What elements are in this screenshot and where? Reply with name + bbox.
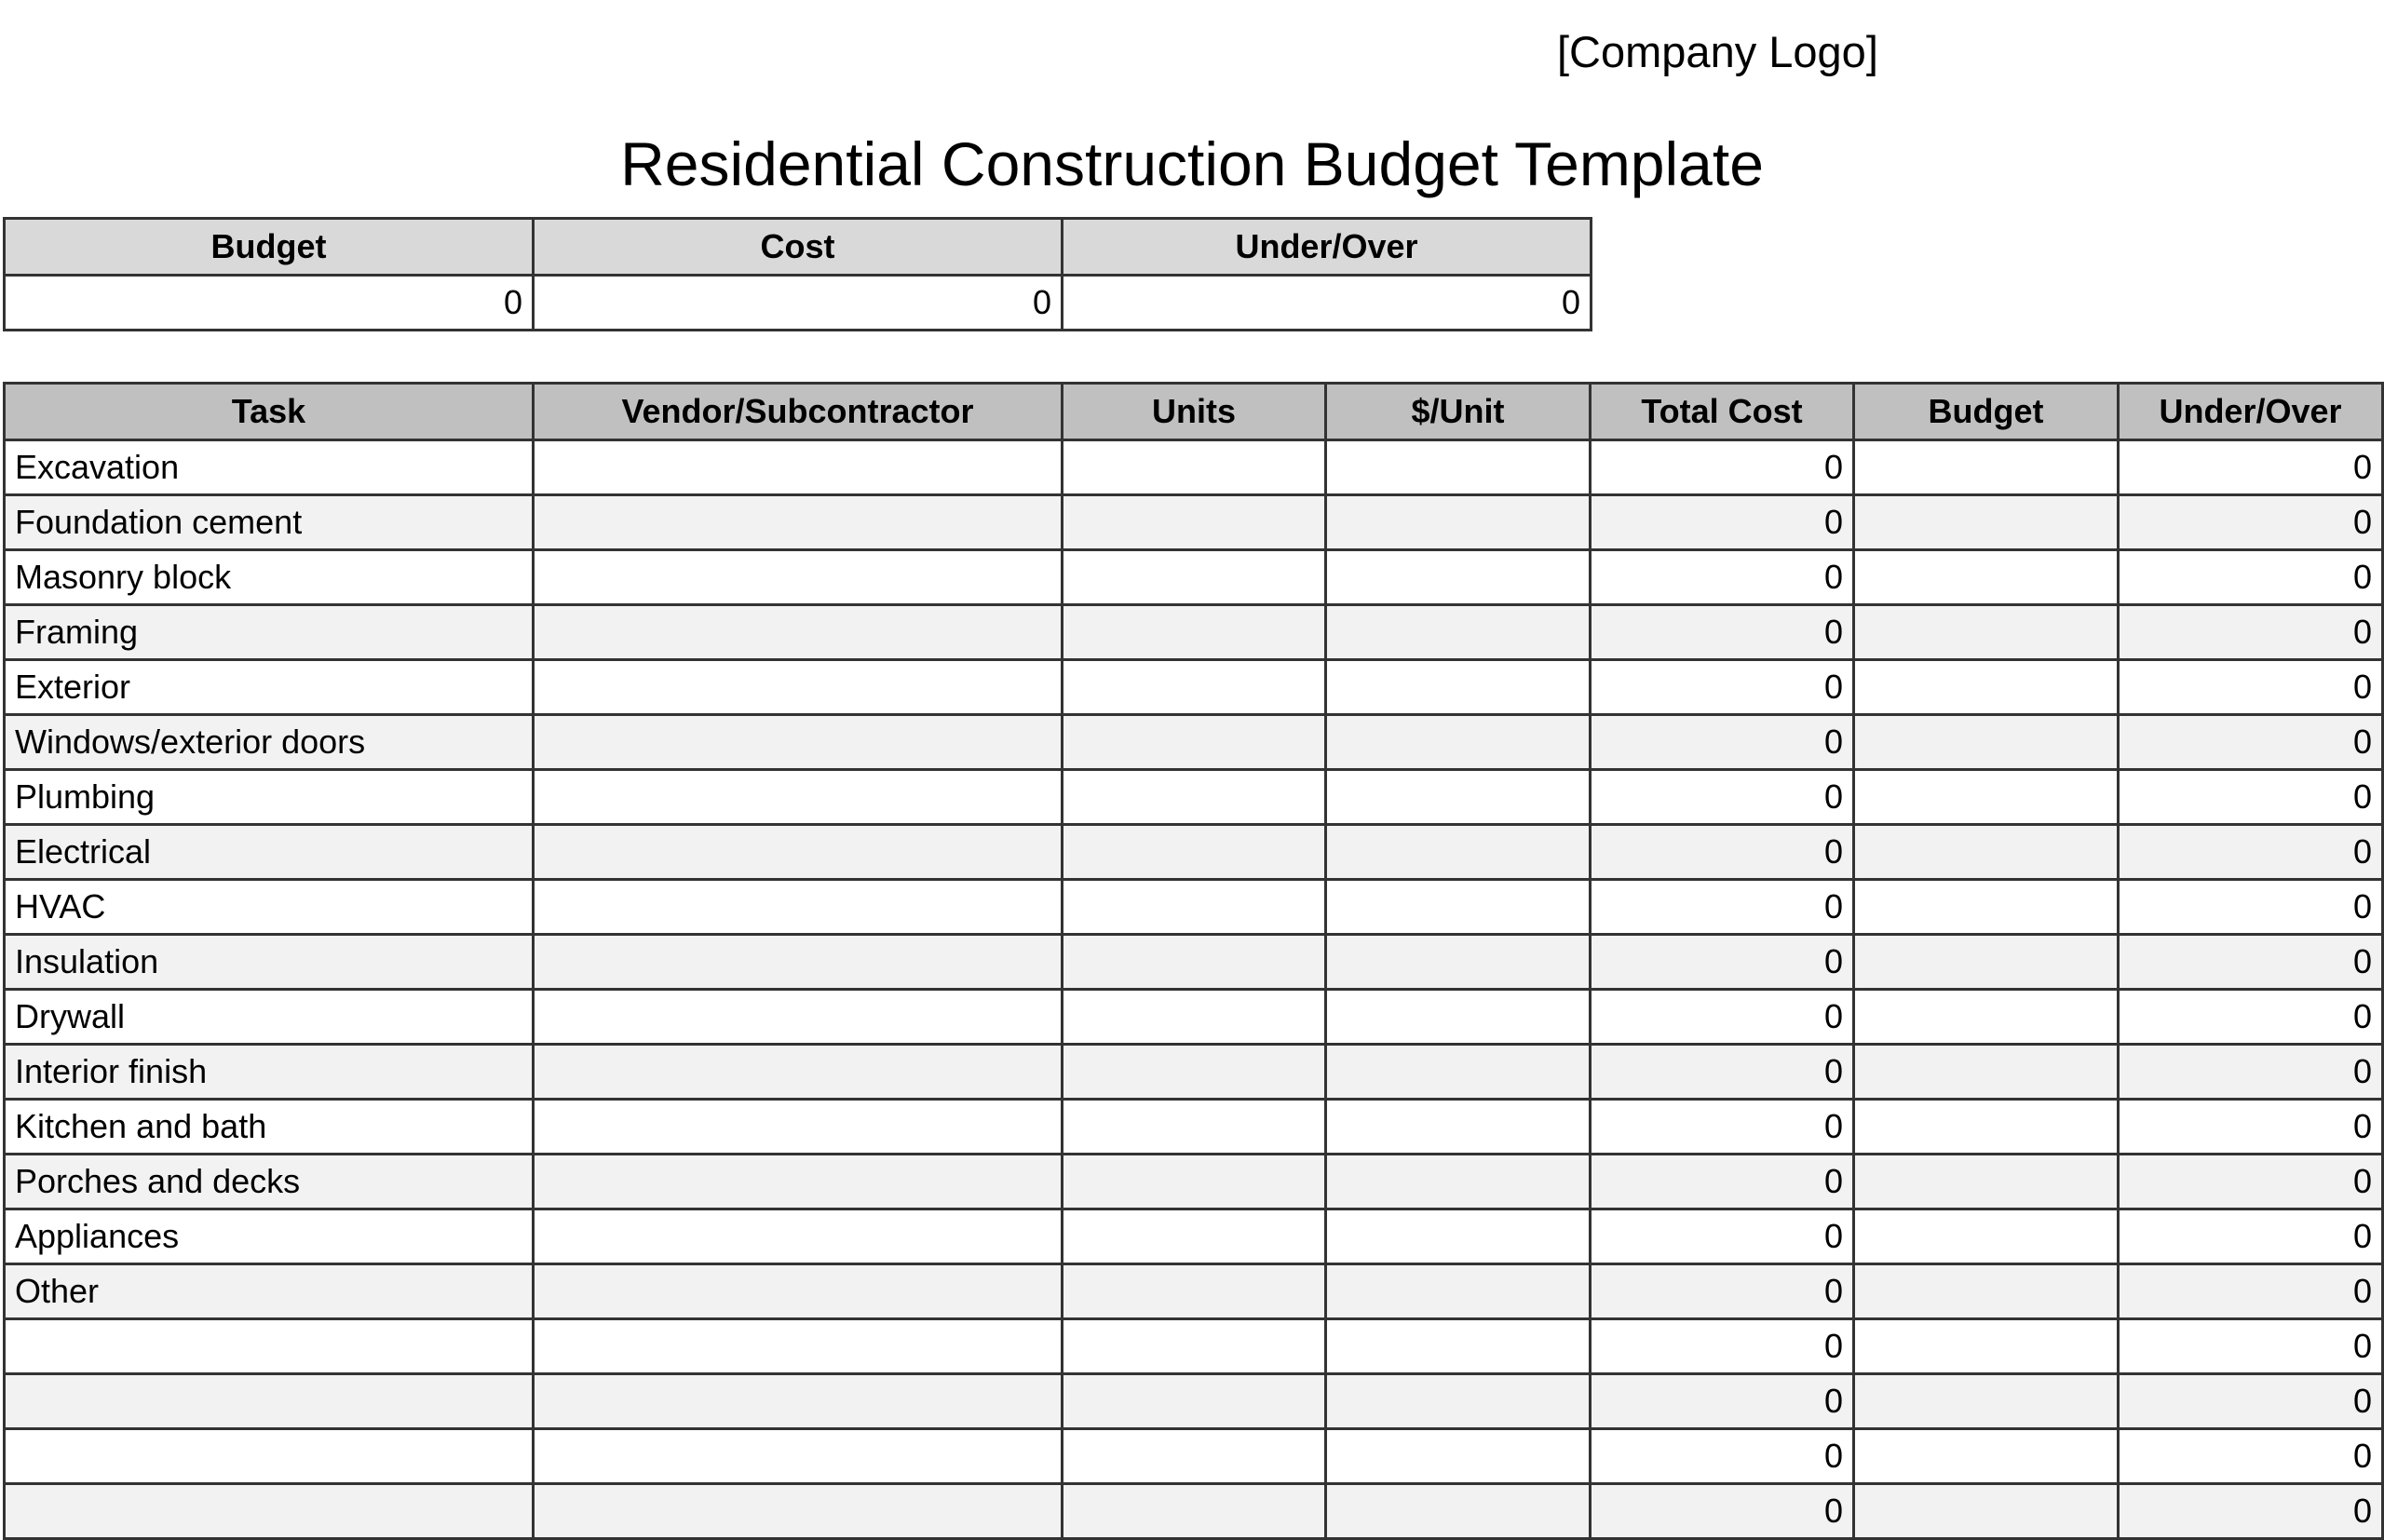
table-row: [5, 660, 2383, 715]
task-cell[interactable]: Appliances: [5, 1209, 534, 1264]
units-cell[interactable]: [1063, 1319, 1326, 1374]
budget-table-body: [5, 440, 2383, 1539]
task-cell[interactable]: Excavation: [5, 440, 534, 495]
summary-budget-value[interactable]: 0: [5, 276, 534, 331]
per-unit-cell[interactable]: [1326, 1209, 1591, 1264]
units-cell[interactable]: [1063, 880, 1326, 935]
under-over-cell[interactable]: 0: [2119, 1100, 2383, 1155]
vendor-cell[interactable]: [534, 605, 1063, 660]
task-cell[interactable]: Windows/exterior doors: [5, 715, 534, 770]
per-unit-cell[interactable]: [1326, 990, 1591, 1045]
budget-table: [3, 382, 2384, 1540]
total-cost-cell[interactable]: 0: [1591, 1374, 1854, 1429]
budget-cell[interactable]: [1854, 440, 2119, 495]
task-cell[interactable]: Other: [5, 1264, 534, 1319]
units-cell[interactable]: [1063, 990, 1326, 1045]
vendor-cell[interactable]: [534, 1100, 1063, 1155]
budget-cell[interactable]: [1854, 1155, 2119, 1209]
task-cell[interactable]: Electrical: [5, 825, 534, 880]
per-unit-cell[interactable]: [1326, 1319, 1591, 1374]
under-over-cell[interactable]: 0: [2119, 1155, 2383, 1209]
under-over-cell[interactable]: 0: [2119, 770, 2383, 825]
total-cost-cell[interactable]: 0: [1591, 440, 1854, 495]
under-over-cell[interactable]: 0: [2119, 935, 2383, 990]
budget-cell[interactable]: [1854, 550, 2119, 605]
budget-cell[interactable]: [1854, 715, 2119, 770]
total-cost-cell[interactable]: 0: [1591, 660, 1854, 715]
table-row: [5, 1045, 2383, 1100]
under-over-cell[interactable]: 0: [2119, 990, 2383, 1045]
budget-cell[interactable]: [1854, 1429, 2119, 1484]
units-cell[interactable]: [1063, 770, 1326, 825]
units-cell[interactable]: [1063, 660, 1326, 715]
budget-cell[interactable]: [1854, 1209, 2119, 1264]
under-over-cell[interactable]: 0: [2119, 715, 2383, 770]
summary-value-row: [5, 276, 1592, 331]
task-cell[interactable]: Foundation cement: [5, 495, 534, 550]
task-cell[interactable]: [5, 1374, 534, 1429]
total-cost-cell[interactable]: 0: [1591, 1045, 1854, 1100]
budget-cell[interactable]: [1854, 1374, 2119, 1429]
table-row: [5, 1100, 2383, 1155]
column-header-task: Task: [5, 384, 534, 440]
task-cell[interactable]: HVAC: [5, 880, 534, 935]
vendor-cell[interactable]: [534, 935, 1063, 990]
summary-table: [3, 217, 1592, 331]
total-cost-cell[interactable]: 0: [1591, 880, 1854, 935]
total-cost-cell[interactable]: 0: [1591, 1155, 1854, 1209]
summary-header-row: [5, 219, 1592, 276]
budget-cell[interactable]: [1854, 990, 2119, 1045]
vendor-cell[interactable]: [534, 660, 1063, 715]
per-unit-cell[interactable]: [1326, 1264, 1591, 1319]
units-cell[interactable]: [1063, 825, 1326, 880]
total-cost-cell[interactable]: 0: [1591, 1319, 1854, 1374]
table-row: [5, 880, 2383, 935]
total-cost-cell[interactable]: 0: [1591, 825, 1854, 880]
budget-cell[interactable]: [1854, 1264, 2119, 1319]
table-row: [5, 1319, 2383, 1374]
budget-cell[interactable]: [1854, 770, 2119, 825]
per-unit-cell[interactable]: [1326, 770, 1591, 825]
table-row: [5, 715, 2383, 770]
total-cost-cell[interactable]: 0: [1591, 495, 1854, 550]
table-row: [5, 1264, 2383, 1319]
budget-cell[interactable]: [1854, 825, 2119, 880]
vendor-cell[interactable]: [534, 825, 1063, 880]
under-over-cell[interactable]: 0: [2119, 550, 2383, 605]
vendor-cell[interactable]: [534, 1374, 1063, 1429]
under-over-cell[interactable]: 0: [2119, 495, 2383, 550]
total-cost-cell[interactable]: 0: [1591, 1100, 1854, 1155]
total-cost-cell[interactable]: 0: [1591, 770, 1854, 825]
per-unit-cell[interactable]: [1326, 1429, 1591, 1484]
table-row: [5, 1374, 2383, 1429]
company-logo-placeholder: [Company Logo]: [1557, 27, 1878, 76]
under-over-cell[interactable]: 0: [2119, 1484, 2383, 1539]
summary-header-budget: Budget: [5, 219, 534, 276]
table-row: [5, 1155, 2383, 1209]
table-row: [5, 825, 2383, 880]
vendor-cell[interactable]: [534, 1429, 1063, 1484]
column-header-units: Units: [1063, 384, 1326, 440]
task-cell[interactable]: [5, 1484, 534, 1539]
vendor-cell[interactable]: [534, 495, 1063, 550]
per-unit-cell[interactable]: [1326, 550, 1591, 605]
budget-cell[interactable]: [1854, 880, 2119, 935]
units-cell[interactable]: [1063, 715, 1326, 770]
budget-cell[interactable]: [1854, 605, 2119, 660]
column-header-total-cost: Total Cost: [1591, 384, 1854, 440]
vendor-cell[interactable]: [534, 770, 1063, 825]
units-cell[interactable]: [1063, 1484, 1326, 1539]
task-cell[interactable]: Interior finish: [5, 1045, 534, 1100]
units-cell[interactable]: [1063, 935, 1326, 990]
under-over-cell[interactable]: 0: [2119, 1209, 2383, 1264]
budget-cell[interactable]: [1854, 935, 2119, 990]
column-header-under-over: Under/Over: [2119, 384, 2383, 440]
under-over-cell[interactable]: 0: [2119, 660, 2383, 715]
table-row: [5, 935, 2383, 990]
units-cell[interactable]: [1063, 1374, 1326, 1429]
page-title: Residential Construction Budget Template: [620, 129, 1764, 198]
per-unit-cell[interactable]: [1326, 1484, 1591, 1539]
budget-cell[interactable]: [1854, 1319, 2119, 1374]
table-row: [5, 990, 2383, 1045]
total-cost-cell[interactable]: 0: [1591, 550, 1854, 605]
units-cell[interactable]: [1063, 1429, 1326, 1484]
units-cell[interactable]: [1063, 1100, 1326, 1155]
total-cost-cell[interactable]: 0: [1591, 715, 1854, 770]
total-cost-cell[interactable]: 0: [1591, 990, 1854, 1045]
units-cell[interactable]: [1063, 550, 1326, 605]
total-cost-cell[interactable]: 0: [1591, 935, 1854, 990]
units-cell[interactable]: [1063, 440, 1326, 495]
per-unit-cell[interactable]: [1326, 880, 1591, 935]
under-over-cell[interactable]: 0: [2119, 880, 2383, 935]
per-unit-cell[interactable]: [1326, 825, 1591, 880]
summary-header-under-over: Under/Over: [1063, 219, 1592, 276]
units-cell[interactable]: [1063, 1264, 1326, 1319]
per-unit-cell[interactable]: [1326, 660, 1591, 715]
vendor-cell[interactable]: [534, 715, 1063, 770]
total-cost-cell[interactable]: 0: [1591, 1264, 1854, 1319]
budget-cell[interactable]: [1854, 1045, 2119, 1100]
budget-table-header-row: [5, 384, 2383, 440]
under-over-cell[interactable]: 0: [2119, 605, 2383, 660]
budget-cell[interactable]: [1854, 495, 2119, 550]
under-over-cell[interactable]: 0: [2119, 440, 2383, 495]
under-over-cell[interactable]: 0: [2119, 825, 2383, 880]
task-cell[interactable]: [5, 1429, 534, 1484]
under-over-cell[interactable]: 0: [2119, 1045, 2383, 1100]
task-cell[interactable]: Drywall: [5, 990, 534, 1045]
total-cost-cell[interactable]: 0: [1591, 1209, 1854, 1264]
under-over-cell[interactable]: 0: [2119, 1374, 2383, 1429]
summary-cost-value[interactable]: 0: [534, 276, 1063, 331]
table-row: [5, 1429, 2383, 1484]
table-row: [5, 1484, 2383, 1539]
per-unit-cell[interactable]: [1326, 1155, 1591, 1209]
vendor-cell[interactable]: [534, 1209, 1063, 1264]
table-row: [5, 495, 2383, 550]
task-cell[interactable]: Exterior: [5, 660, 534, 715]
under-over-cell[interactable]: 0: [2119, 1264, 2383, 1319]
task-cell[interactable]: [5, 1319, 534, 1374]
column-header-vendor: Vendor/Subcontractor: [534, 384, 1063, 440]
units-cell[interactable]: [1063, 605, 1326, 660]
under-over-cell[interactable]: 0: [2119, 1429, 2383, 1484]
total-cost-cell[interactable]: 0: [1591, 1484, 1854, 1539]
summary-header-cost: Cost: [534, 219, 1063, 276]
total-cost-cell[interactable]: 0: [1591, 1429, 1854, 1484]
vendor-cell[interactable]: [534, 1045, 1063, 1100]
units-cell[interactable]: [1063, 495, 1326, 550]
total-cost-cell[interactable]: 0: [1591, 605, 1854, 660]
units-cell[interactable]: [1063, 1209, 1326, 1264]
task-cell[interactable]: Kitchen and bath: [5, 1100, 534, 1155]
per-unit-cell[interactable]: [1326, 495, 1591, 550]
per-unit-cell[interactable]: [1326, 1045, 1591, 1100]
vendor-cell[interactable]: [534, 990, 1063, 1045]
table-row: [5, 550, 2383, 605]
under-over-cell[interactable]: 0: [2119, 1319, 2383, 1374]
units-cell[interactable]: [1063, 1155, 1326, 1209]
summary-under-over-value[interactable]: 0: [1063, 276, 1592, 331]
column-header-per-unit: $/Unit: [1326, 384, 1591, 440]
vendor-cell[interactable]: [534, 1319, 1063, 1374]
vendor-cell[interactable]: [534, 550, 1063, 605]
task-cell[interactable]: Plumbing: [5, 770, 534, 825]
per-unit-cell[interactable]: [1326, 935, 1591, 990]
table-row: [5, 1209, 2383, 1264]
task-cell[interactable]: Masonry block: [5, 550, 534, 605]
per-unit-cell[interactable]: [1326, 1374, 1591, 1429]
vendor-cell[interactable]: [534, 1155, 1063, 1209]
vendor-cell[interactable]: [534, 1264, 1063, 1319]
vendor-cell[interactable]: [534, 1484, 1063, 1539]
task-cell[interactable]: Insulation: [5, 935, 534, 990]
vendor-cell[interactable]: [534, 440, 1063, 495]
task-cell[interactable]: Framing: [5, 605, 534, 660]
task-cell[interactable]: Porches and decks: [5, 1155, 534, 1209]
table-row: [5, 770, 2383, 825]
column-header-budget: Budget: [1854, 384, 2119, 440]
per-unit-cell[interactable]: [1326, 605, 1591, 660]
budget-cell[interactable]: [1854, 660, 2119, 715]
table-row: [5, 605, 2383, 660]
per-unit-cell[interactable]: [1326, 440, 1591, 495]
table-row: [5, 440, 2383, 495]
vendor-cell[interactable]: [534, 880, 1063, 935]
units-cell[interactable]: [1063, 1045, 1326, 1100]
per-unit-cell[interactable]: [1326, 715, 1591, 770]
per-unit-cell[interactable]: [1326, 1100, 1591, 1155]
budget-cell[interactable]: [1854, 1484, 2119, 1539]
budget-cell[interactable]: [1854, 1100, 2119, 1155]
